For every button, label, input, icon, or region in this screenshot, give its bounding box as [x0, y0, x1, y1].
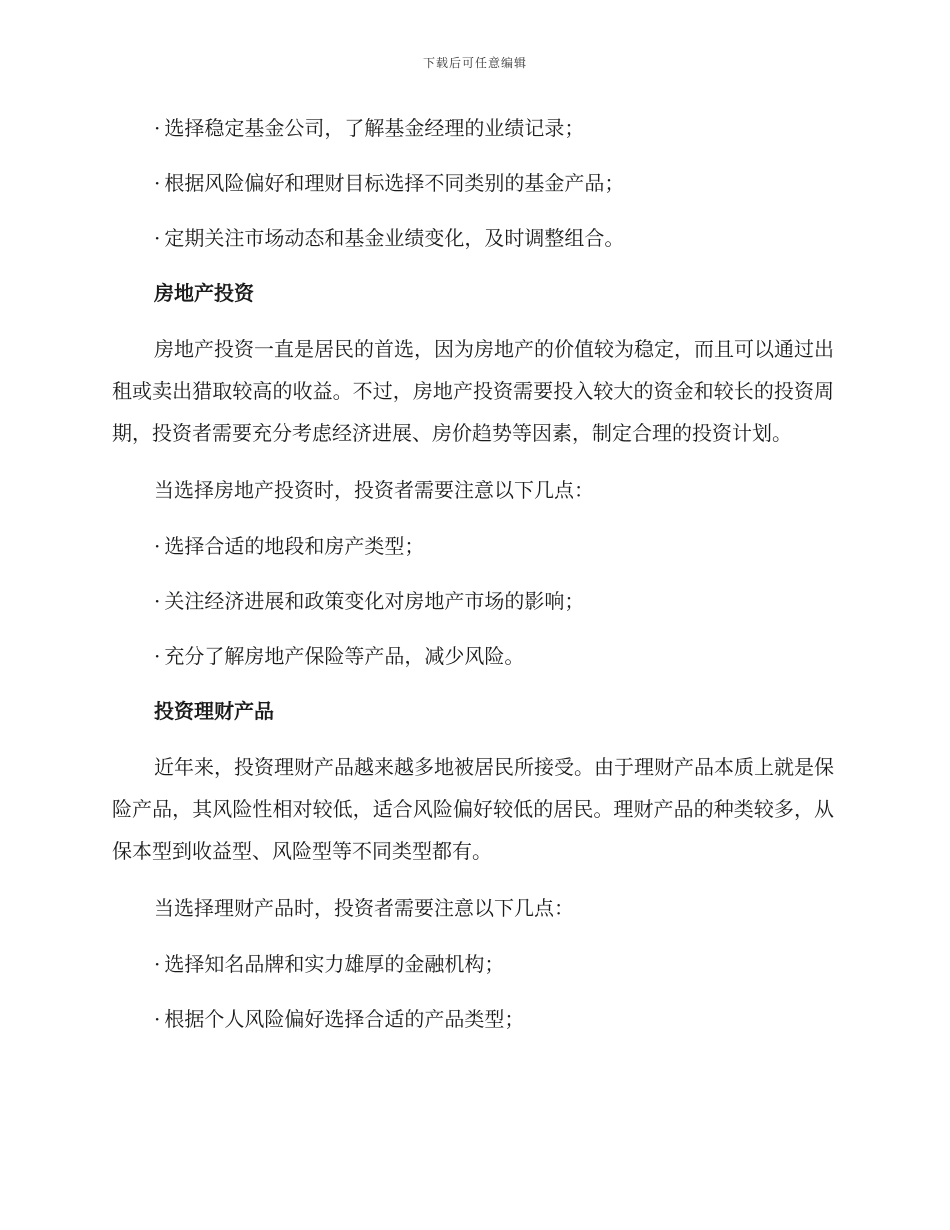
bullet-text: 根据风险偏好和理财目标选择不同类别的基金产品； — [164, 171, 625, 195]
paragraph: 当选择房地产投资时，投资者需要注意以下几点： — [154, 478, 594, 502]
bullet-item — [154, 999, 834, 1039]
bullet-dot-icon: · — [154, 589, 161, 613]
bullet-text: 根据个人风险偏好选择合适的产品类型； — [164, 1007, 525, 1031]
bullet-item — [154, 636, 834, 676]
bullet-text: 选择知名品牌和实力雄厚的金融机构； — [164, 952, 505, 976]
bullet-item — [154, 163, 834, 203]
bullet-text: 关注经济进展和政策变化对房地产市场的影响； — [164, 589, 585, 613]
bullet-dot-icon: · — [154, 534, 161, 558]
bullet-dot-icon: · — [154, 171, 161, 195]
document-body — [112, 108, 834, 1054]
bullet-text: 定期关注市场动态和基金业绩变化，及时调整组合。 — [164, 226, 625, 250]
paragraph: 当选择理财产品时，投资者需要注意以下几点： — [154, 896, 574, 920]
bullet-text: 选择稳定基金公司，了解基金经理的业绩记录； — [164, 116, 585, 140]
paragraph: 房地产投资一直是居民的首选，因为房地产的价值较为稳定，而且可以通过出租或卖出猎取较高的收益。不过，房地产投资需要投入较大的资金和较长的投资周期，投资者需要充分考虑经济进展、房价趋势等因素，制定合理的投资计划。 — [112, 337, 834, 445]
bullet-text: 选择合适的地段和房产类型； — [164, 534, 425, 558]
bullet-item — [154, 581, 834, 621]
bullet-item — [154, 218, 834, 258]
bullet-item — [154, 108, 834, 148]
bullet-item — [154, 526, 834, 566]
section-heading-wealth-products: 投资理财产品 — [154, 699, 274, 723]
section-heading-real-estate: 房地产投资 — [154, 281, 254, 305]
bullet-dot-icon: · — [154, 952, 161, 976]
paragraph: 近年来，投资理财产品越来越多地被居民所接受。由于理财产品本质上就是保险产品，其风险性相对较低，适合风险偏好较低的居民。理财产品的种类较多，从保本型到收益型、风险型等不同类型都有。 — [112, 755, 834, 863]
bullet-text: 充分了解房地产保险等产品，减少风险。 — [164, 644, 525, 668]
bullet-dot-icon: · — [154, 644, 161, 668]
bullet-dot-icon: · — [154, 226, 161, 250]
bullet-dot-icon: · — [154, 1007, 161, 1031]
bullet-item — [154, 944, 834, 984]
page-header: 下载后可任意编辑 — [422, 56, 527, 70]
bullet-dot-icon: · — [154, 116, 161, 140]
